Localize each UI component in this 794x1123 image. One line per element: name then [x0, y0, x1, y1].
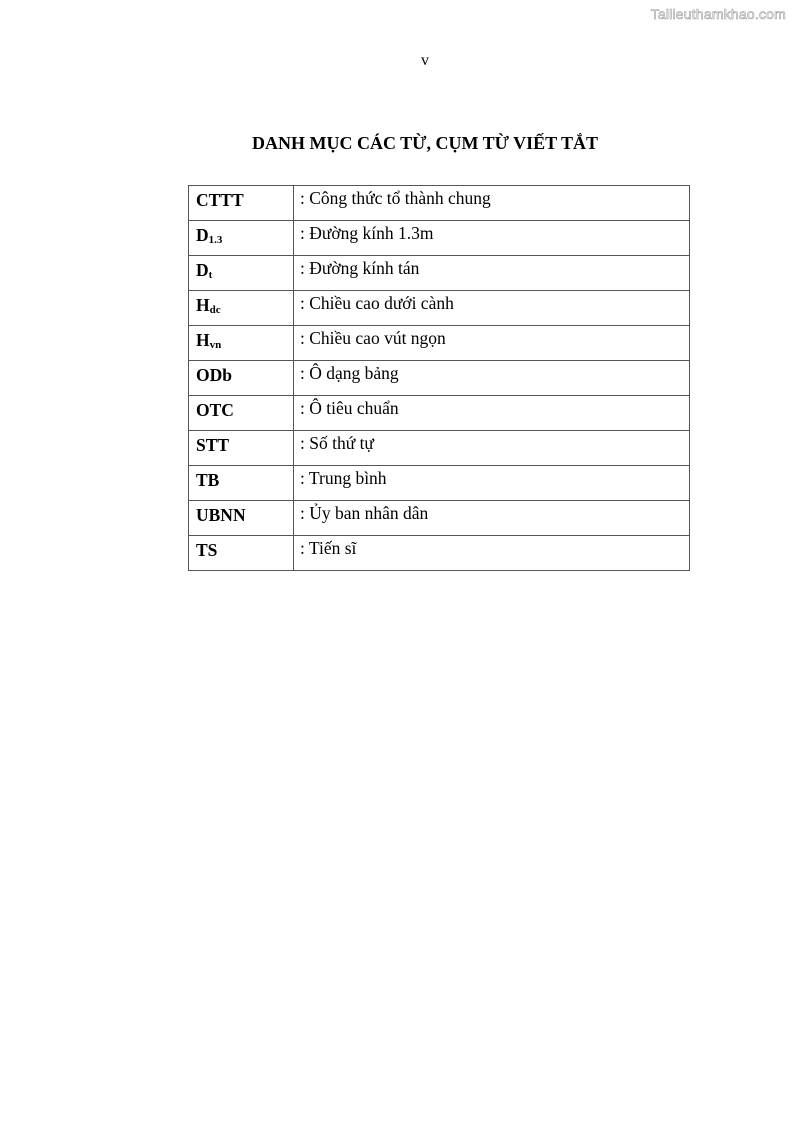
meaning-cell: : Tiến sĩ	[294, 536, 690, 571]
abbreviation-cell	[189, 256, 294, 291]
abbreviation-subscript: dc	[209, 304, 221, 316]
abbreviation-subscript: vn	[209, 339, 222, 351]
abbreviation-text: STT	[196, 435, 230, 455]
abbreviation-cell	[189, 501, 294, 536]
page-number: v	[421, 52, 429, 69]
meaning-cell: : Đường kính tán	[294, 256, 690, 291]
meaning-cell: : Chiều cao dưới cành	[294, 291, 690, 326]
meaning-cell: : Ô tiêu chuẩn	[294, 396, 690, 431]
abbreviation-text: OTC	[196, 400, 234, 420]
page-title: DANH MỤC CÁC TỪ, CỤM TỪ VIẾT TẮT	[251, 133, 599, 153]
abbreviation-text: D	[196, 260, 209, 280]
table-row	[189, 186, 690, 221]
abbreviation-cell	[189, 536, 294, 571]
abbreviation-text: UBNN	[196, 505, 246, 525]
abbreviation-cell	[189, 221, 294, 256]
abbreviation-text: TS	[196, 540, 218, 560]
meaning-cell: : Trung bình	[294, 466, 690, 501]
meaning-cell: : Chiều cao vút ngọn	[294, 326, 690, 361]
table-row	[189, 326, 690, 361]
abbreviation-subscript: 1.3	[208, 234, 223, 246]
table-row	[189, 291, 690, 326]
abbreviation-text: H	[196, 330, 210, 350]
meaning-cell: : Ủy ban nhân dân	[294, 501, 690, 536]
abbreviation-cell	[189, 431, 294, 466]
abbreviation-text: D	[196, 225, 209, 245]
meaning-cell: : Công thức tổ thành chung	[294, 186, 690, 221]
table-row	[189, 501, 690, 536]
abbreviation-cell	[189, 396, 294, 431]
meaning-cell: : Đường kính 1.3m	[294, 221, 690, 256]
table-row	[189, 396, 690, 431]
abbreviation-cell	[189, 466, 294, 501]
table-row	[189, 431, 690, 466]
abbreviation-subscript: t	[208, 269, 213, 281]
meaning-cell: : Ô dạng bảng	[294, 361, 690, 396]
abbreviation-table	[188, 185, 690, 571]
abbreviation-text: ODb	[196, 365, 232, 385]
abbreviation-text: TB	[196, 470, 220, 490]
abbreviation-text: H	[196, 295, 210, 315]
table-row	[189, 221, 690, 256]
table-row	[189, 466, 690, 501]
abbreviation-text: CTTT	[196, 190, 244, 210]
table-row	[189, 256, 690, 291]
abbreviation-cell	[189, 326, 294, 361]
table-row	[189, 536, 690, 571]
abbreviation-cell	[189, 291, 294, 326]
meaning-cell: : Số thứ tự	[294, 431, 690, 466]
abbreviation-cell	[189, 186, 294, 221]
table-row	[189, 361, 690, 396]
abbreviation-table-body	[189, 186, 690, 571]
abbreviation-cell	[189, 361, 294, 396]
watermark-text: Tailieuthamkhao.com	[650, 6, 786, 22]
